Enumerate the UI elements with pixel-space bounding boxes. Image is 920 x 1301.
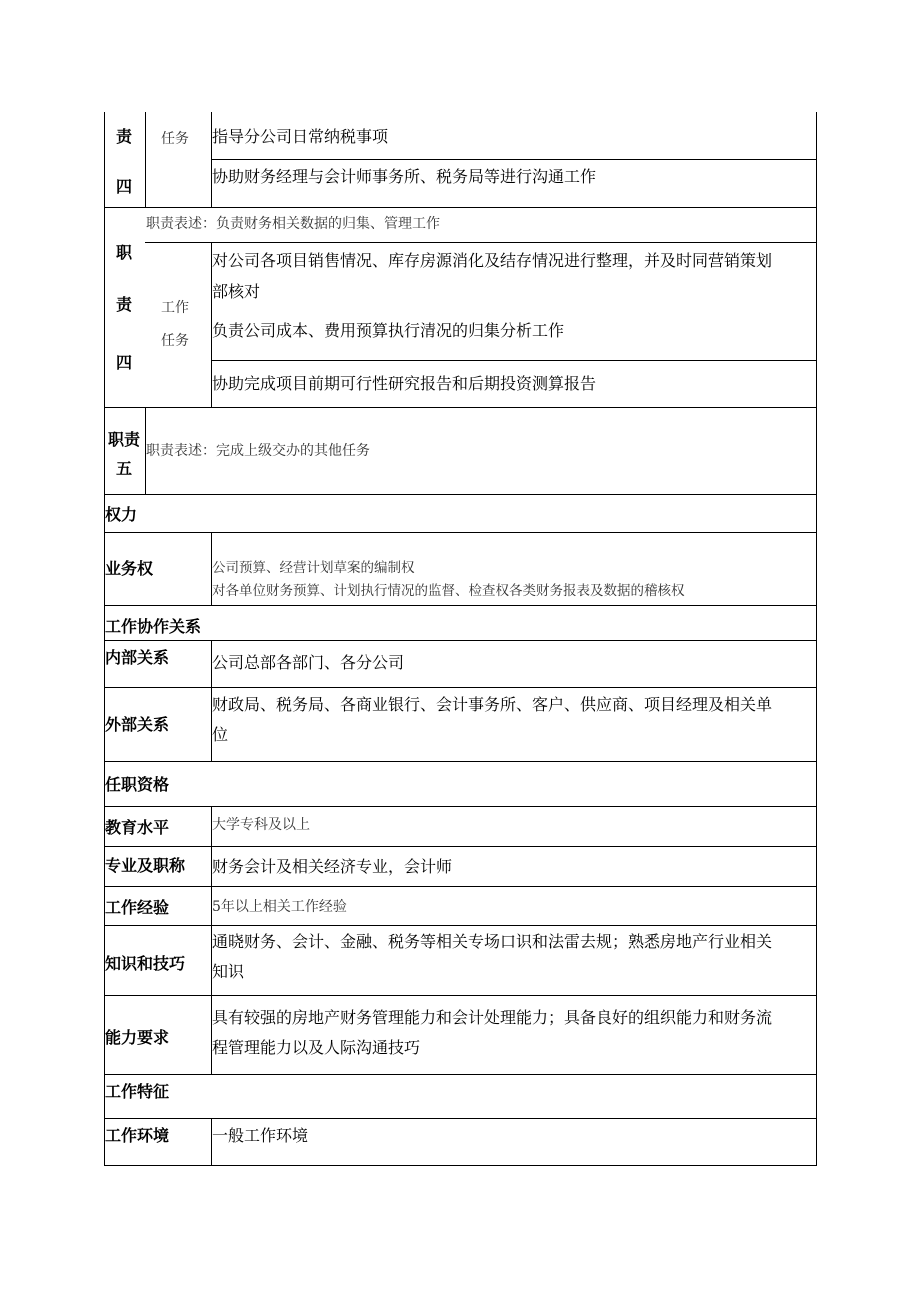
duty4-sub-label-2: 任务	[161, 333, 189, 349]
duty4-char-3: 四	[116, 353, 133, 372]
section-authority: 权力	[105, 505, 138, 524]
knowledge-value-line-2: 知识	[212, 962, 245, 981]
duty5-char-2: 五	[116, 459, 133, 478]
business-authority-label: 业务权	[105, 559, 154, 578]
duty4-top-task-1: 指导分公司日常纳税事项	[212, 127, 389, 146]
duty4-task-1-line-1: 对公司各项目销售情况、库存房源消化及结存情况进行整理，并及时同营销策划	[212, 251, 773, 270]
external-relations-value-line-2: 位	[212, 725, 229, 744]
ability-value-line-2: 程管理能力以及人际沟通技巧	[212, 1038, 421, 1057]
knowledge-label: 知识和技巧	[105, 954, 186, 973]
experience-value: 5年以上相关工作经验	[212, 899, 347, 915]
duty4-description: 职责表述：负责财务相关数据的归集、管理工作	[146, 216, 440, 232]
business-authority-item-1: 公司预算、经营计划草案的编制权	[212, 560, 415, 576]
knowledge-value-line-1: 通晓财务、会计、金融、税务等相关专场口识和法雷去规；熟悉房地产行业相关	[212, 932, 773, 951]
work-environment-value: 一般工作环境	[212, 1126, 309, 1145]
section-relations: 工作协作关系	[105, 617, 202, 636]
education-value: 大学专科及以上	[212, 817, 310, 833]
external-relations-label: 外部关系	[105, 715, 170, 734]
duty4-char-1: 职	[116, 243, 133, 262]
duty4-top-char-1: 责	[116, 127, 133, 146]
duty5-description: 职责表述：完成上级交办的其他任务	[146, 443, 370, 459]
ability-value-line-1: 具有较强的房地产财务管理能力和会计处理能力；具备良好的组织能力和财务流	[212, 1008, 773, 1027]
internal-relations-label: 内部关系	[105, 648, 170, 667]
internal-relations-value: 公司总部各部门、各分公司	[212, 653, 405, 672]
duty4-top-sub-label: 任务	[161, 131, 189, 147]
duty5-char-1: 职责	[108, 430, 141, 449]
major-label: 专业及职称	[105, 856, 186, 875]
duty4-task-2: 负责公司成本、费用预算执行清况的归集分析工作	[212, 321, 565, 340]
duty4-task-3: 协助完成项目前期可行性研究报告和后期投资测算报告	[212, 374, 597, 393]
duty4-task-1-line-2: 部核对	[212, 282, 261, 301]
section-qualifications: 任职资格	[105, 775, 170, 794]
duty4-sub-label-1: 工作	[161, 300, 189, 316]
education-label: 教育水平	[105, 818, 170, 837]
ability-label: 能力要求	[105, 1028, 170, 1047]
experience-label: 工作经验	[105, 898, 170, 917]
section-features: 工作特征	[105, 1082, 170, 1101]
duty4-top-task-2: 协助财务经理与会计师事务所、税务局等进行沟通工作	[212, 167, 597, 186]
duty4-char-2: 责	[116, 295, 133, 314]
external-relations-value-line-1: 财政局、税务局、各商业银行、会计事务所、客户、供应商、项目经理及相关单	[212, 695, 773, 714]
duty4-top-char-2: 四	[116, 177, 133, 196]
business-authority-item-2: 对各单位财务预算、计划执行情况的监督、检查权各类财务报表及数据的稽核权	[212, 583, 685, 599]
work-environment-label: 工作环境	[105, 1126, 170, 1145]
major-value: 财务会计及相关经济专业，会计师	[212, 857, 453, 876]
